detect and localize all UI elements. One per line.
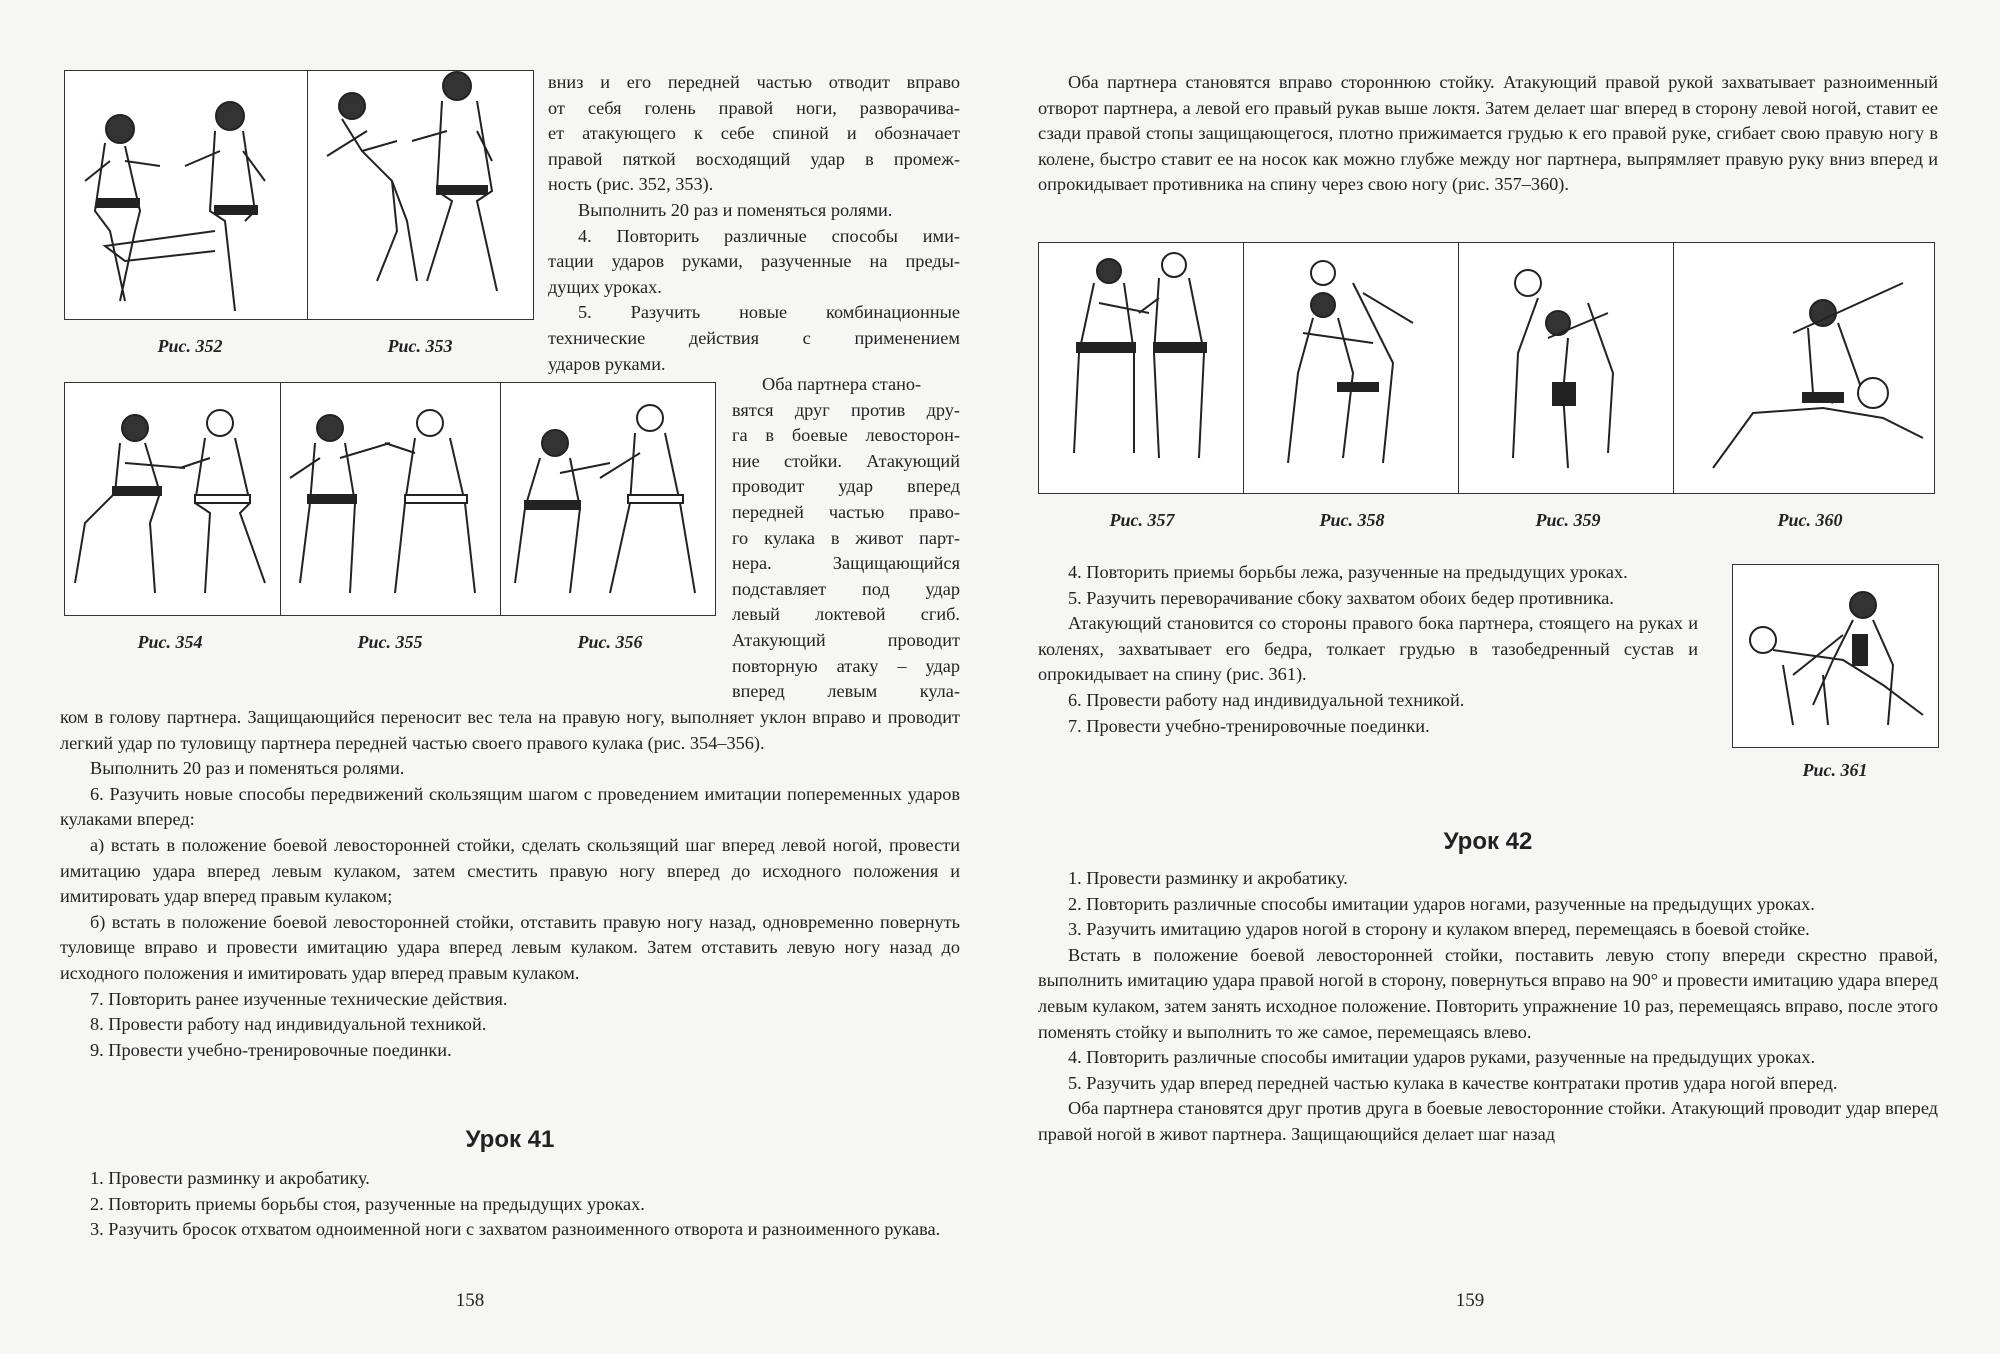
lesson-42-text	[1038, 866, 1938, 1148]
paragraph: 4. Повторить приемы борьбы лежа, разученные на предыдущих уроках.	[1068, 562, 1628, 582]
text-line: вниз и его передней частью отводит вправо	[548, 72, 960, 92]
caption-fig-355: Рис. 355	[357, 632, 423, 652]
lesson-41-heading: Урок 41	[465, 1126, 555, 1153]
paragraph: 2. Повторить различные способы имитации ударов ногами, разученные на предыдущих уроках.	[1068, 893, 1815, 914]
caption-fig-356: Рис. 356	[577, 632, 643, 652]
paragraph: 9. Провести учебно-тренировочные поединки.	[90, 1039, 452, 1060]
text-line: Атакующий проводит	[732, 629, 960, 650]
text-line: повторную атаку – удар	[732, 655, 960, 676]
text-line: Выполнить 20 раз и поменяться ролями.	[578, 199, 893, 220]
caption-fig-354: Рис. 354	[137, 632, 203, 652]
text-line: дущих уроках.	[548, 276, 662, 297]
page-number-right: 159	[1455, 1290, 1485, 1311]
figure-358-drawing	[1243, 243, 1459, 493]
paragraph: б) встать в положение боевой левосторонней стойки, отставить правую ногу назад, одновременно повернуть туловище вправо и провести имитацию удара вперед левым кулаком. Затем отставить левую ногу назад до исходного положения и имитировать удар вперед правым кулаком.	[60, 911, 960, 983]
right-page	[1000, 0, 2000, 1354]
text-line: тации ударов руками, разученные на преды-	[548, 251, 960, 272]
figure-357-360	[1038, 242, 1935, 494]
paragraph: 3. Разучить бросок отхватом одноименной ноги с захватом разноименного отворота и разноименного рукава.	[90, 1219, 941, 1240]
figure-356-drawing	[500, 383, 715, 615]
text-line: ет атакующего к себе спиной и обозначает	[548, 123, 960, 144]
text-line: вперед левым кула-	[732, 681, 960, 702]
paragraph: 5. Разучить удар вперед передней частью кулака в качестве контратаки против удара ногой вперед.	[1068, 1072, 1838, 1093]
paragraph: 6. Разучить новые способы передвижений скользящим шагом с проведением имитации попеременных ударов кулаками вперед:	[60, 783, 960, 830]
text-line: левый локтевой сгиб.	[732, 604, 960, 625]
figure-357-drawing	[1039, 243, 1244, 493]
page-number-left: 158	[455, 1290, 485, 1311]
figure-354-356	[64, 382, 716, 616]
text-line: 5. Разучить новые комбинационные	[578, 302, 960, 323]
paragraph: 5. Разучить переворачивание сбоку захватом обоих бедер противника.	[1068, 587, 1614, 608]
text-line: ность (рис. 352, 353).	[548, 174, 714, 195]
paragraph: 7. Повторить ранее изученные технические действия.	[90, 988, 508, 1009]
paragraph: Оба партнера становятся друг против друга в боевые левосторонние стойки. Атакующий проводит удар вперед правой ногой в живот партнера. Защищающийся делает шаг назад	[1038, 1098, 1938, 1144]
figure-354-drawing	[65, 383, 281, 615]
caption-fig-361: Рис. 361	[1802, 760, 1868, 780]
paragraph: Встать в положение боевой левосторонней стойки, поставить левую стопу впереди скрестно правой, выполнить имитацию удара правой ногой в сторону, повернуться вправо на 90° и провести имитацию удара вперед левым кулаком, затем занять исходное положение. Повторить упражнение 10 раз, перемещаясь вправо, после этого поменять стойку и выполнить то же самое, перемещаясь влево.	[1038, 944, 1938, 1042]
body-text	[60, 705, 960, 1063]
caption-fig-352: Рис. 352	[157, 336, 223, 356]
paragraph: Атакующий становится со стороны правого бока партнера, стоящего на руках и коленях, захватывает его бедра, толкает грудью в тазобедренный сустав и опрокидывает на спину (рис. 361).	[1038, 613, 1698, 685]
text-line: Оба партнера стано-	[762, 374, 922, 394]
caption-fig-357: Рис. 357	[1109, 510, 1175, 530]
text-line: ударов руками.	[548, 353, 666, 374]
caption-fig-359: Рис. 359	[1535, 510, 1601, 530]
paragraph: ком в голову партнера. Защищающийся переносит вес тела на правую ногу, выполняет уклон вправо и проводит легкий удар по туловищу партнера передней частью своего правого кулака (рис. 354–356).	[60, 707, 960, 753]
paragraph: Выполнить 20 раз и поменяться ролями.	[90, 758, 405, 779]
text-line: передней частью право-	[732, 501, 960, 522]
figure-352-drawing	[65, 71, 308, 319]
paragraph: 2. Повторить приемы борьбы стоя, разученные на предыдущих уроках.	[90, 1193, 645, 1214]
wrap-text	[1038, 560, 1698, 739]
text-line: 4. Повторить различные способы ими-	[578, 225, 960, 246]
paragraph: 6. Провести работу над индивидуальной техникой.	[1068, 689, 1465, 710]
paragraph: а) встать в положение боевой левосторонней стойки, сделать скользящий шаг вперед левой ногой, провести имитацию удара вперед левым кулаком, затем сместить правую ногу вперед до исходного положения и имитировать удар вперед правым кулаком;	[60, 834, 960, 907]
caption-fig-360: Рис. 360	[1777, 510, 1843, 530]
lesson-42-heading: Урок 42	[1443, 828, 1533, 855]
text-line: от себя голень правой ноги, разворачива-	[548, 97, 960, 118]
lesson-41-text	[60, 1166, 960, 1243]
paragraph: 4. Повторить различные способы имитации ударов руками, разученные на предыдущих уроках.	[1068, 1047, 1816, 1068]
text-line: вятся друг против дру-	[732, 399, 960, 420]
figure-353-drawing	[307, 71, 533, 319]
text-column-lower	[732, 372, 960, 705]
text-line: подставляет под удар	[732, 578, 960, 599]
paragraph: 1. Провести разминку и акробатику.	[1068, 868, 1348, 888]
paragraph: Оба партнера становятся вправо стороннюю стойку. Атакующий правой рукой захватывает разноименный отворот партнера, а левой его правый рукав выше локтя. Затем делает шаг вперед в сторону левой ногой, ставит ее сзади правой стопы защищающегося, плотно прижимается грудью к его правой руке, сгибает свою правую ногу в колене, быстро ставит ее на носок как можно глубже между ног партнера, выпрямляет правую руку вниз вперед и опрокидывает противника на спину через свою ногу (рис. 357–360).	[1038, 72, 1938, 195]
text-line: проводит удар вперед	[732, 476, 960, 497]
text-line: го кулака в живот парт-	[732, 527, 960, 548]
text-line: нера. Защищающийся	[732, 553, 960, 574]
text-line: га в боевые левосторон-	[732, 425, 960, 446]
paragraph: 7. Провести учебно-тренировочные поединки.	[1068, 715, 1430, 736]
figure-360-drawing	[1673, 243, 1934, 493]
figure-359-drawing	[1458, 243, 1674, 493]
paragraph: 3. Разучить имитацию ударов ногой в сторону и кулаком вперед, перемещаясь в боевой стойке.	[1068, 919, 1810, 940]
figure-361	[1732, 564, 1939, 748]
paragraph: 1. Провести разминку и акробатику.	[90, 1168, 370, 1188]
paragraph: 8. Провести работу над индивидуальной техникой.	[90, 1014, 487, 1035]
text-column-upper	[548, 70, 960, 377]
figure-352-353	[64, 70, 534, 320]
figure-355-drawing	[280, 383, 501, 615]
caption-fig-353: Рис. 353	[387, 336, 453, 356]
text-line: ние стойки. Атакующий	[732, 450, 960, 471]
caption-fig-358: Рис. 358	[1319, 510, 1385, 530]
text-line: правой пяткой восходящий удар в промеж-	[548, 148, 960, 169]
text-line: технические действия с применением	[548, 327, 960, 348]
intro-paragraph	[1038, 70, 1938, 198]
